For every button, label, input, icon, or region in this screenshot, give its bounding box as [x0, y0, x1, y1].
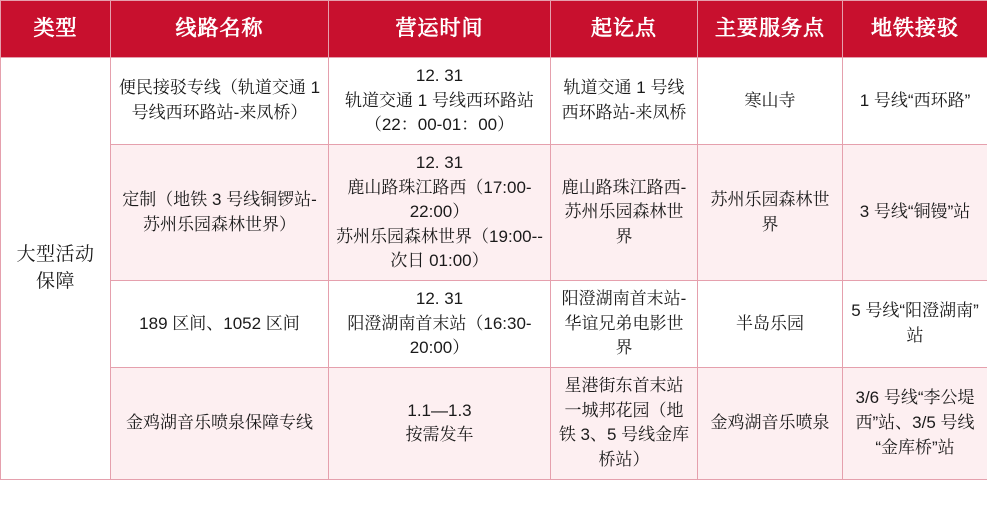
- table-row: [1, 368, 987, 480]
- column-header-line-name: 线路名称: [111, 1, 329, 58]
- column-header-operating-time: 营运时间: [329, 1, 551, 58]
- table-body: [1, 58, 987, 480]
- table-row: [1, 58, 987, 145]
- operating-time-cell: 12. 31 阳澄湖南首末站（16:30-20:00）: [329, 281, 551, 368]
- metro-connection-cell: 1 号线“西环路”: [843, 58, 987, 145]
- line-name-cell: 189 区间、1052 区间: [111, 281, 329, 368]
- line-name-cell: 便民接驳专线（轨道交通 1 号线西环路站-来凤桥）: [111, 58, 329, 145]
- service-point-cell: 金鸡湖音乐喷泉: [698, 368, 843, 480]
- column-header-service-points: 主要服务点: [698, 1, 843, 58]
- category-cell: 大型活动保障: [1, 58, 111, 480]
- table-row: [1, 144, 987, 280]
- service-point-cell: 半岛乐园: [698, 281, 843, 368]
- table-header: [1, 1, 987, 58]
- terminals-cell: 鹿山路珠江路西-苏州乐园森林世界: [551, 144, 698, 280]
- service-point-cell: 苏州乐园森林世界: [698, 144, 843, 280]
- terminals-cell: 星港街东首末站一城邦花园（地铁 3、5 号线金库桥站）: [551, 368, 698, 480]
- operating-time-cell: 1.1—1.3 按需发车: [329, 368, 551, 480]
- table-row: [1, 281, 987, 368]
- line-name-cell: 金鸡湖音乐喷泉保障专线: [111, 368, 329, 480]
- operating-time-cell: 12. 31 鹿山路珠江路西（17:00-22:00） 苏州乐园森林世界（19:00--次日 01:00）: [329, 144, 551, 280]
- line-name-cell: 定制（地铁 3 号线铜锣站-苏州乐园森林世界）: [111, 144, 329, 280]
- metro-connection-cell: 3 号线“铜镘”站: [843, 144, 987, 280]
- column-header-terminals: 起讫点: [551, 1, 698, 58]
- service-point-cell: 寒山寺: [698, 58, 843, 145]
- metro-connection-cell: 5 号线“阳澄湖南”站: [843, 281, 987, 368]
- column-header-metro-connection: 地铁接驳: [843, 1, 987, 58]
- table-header-row: [1, 1, 987, 58]
- operating-time-cell: 12. 31 轨道交通 1 号线西环路站（22：00-01：00）: [329, 58, 551, 145]
- column-header-type: 类型: [1, 1, 111, 58]
- metro-connection-cell: 3/6 号线“李公堤西”站、3/5 号线“金库桥”站: [843, 368, 987, 480]
- terminals-cell: 轨道交通 1 号线西环路站-来凤桥: [551, 58, 698, 145]
- terminals-cell: 阳澄湖南首末站-华谊兄弟电影世界: [551, 281, 698, 368]
